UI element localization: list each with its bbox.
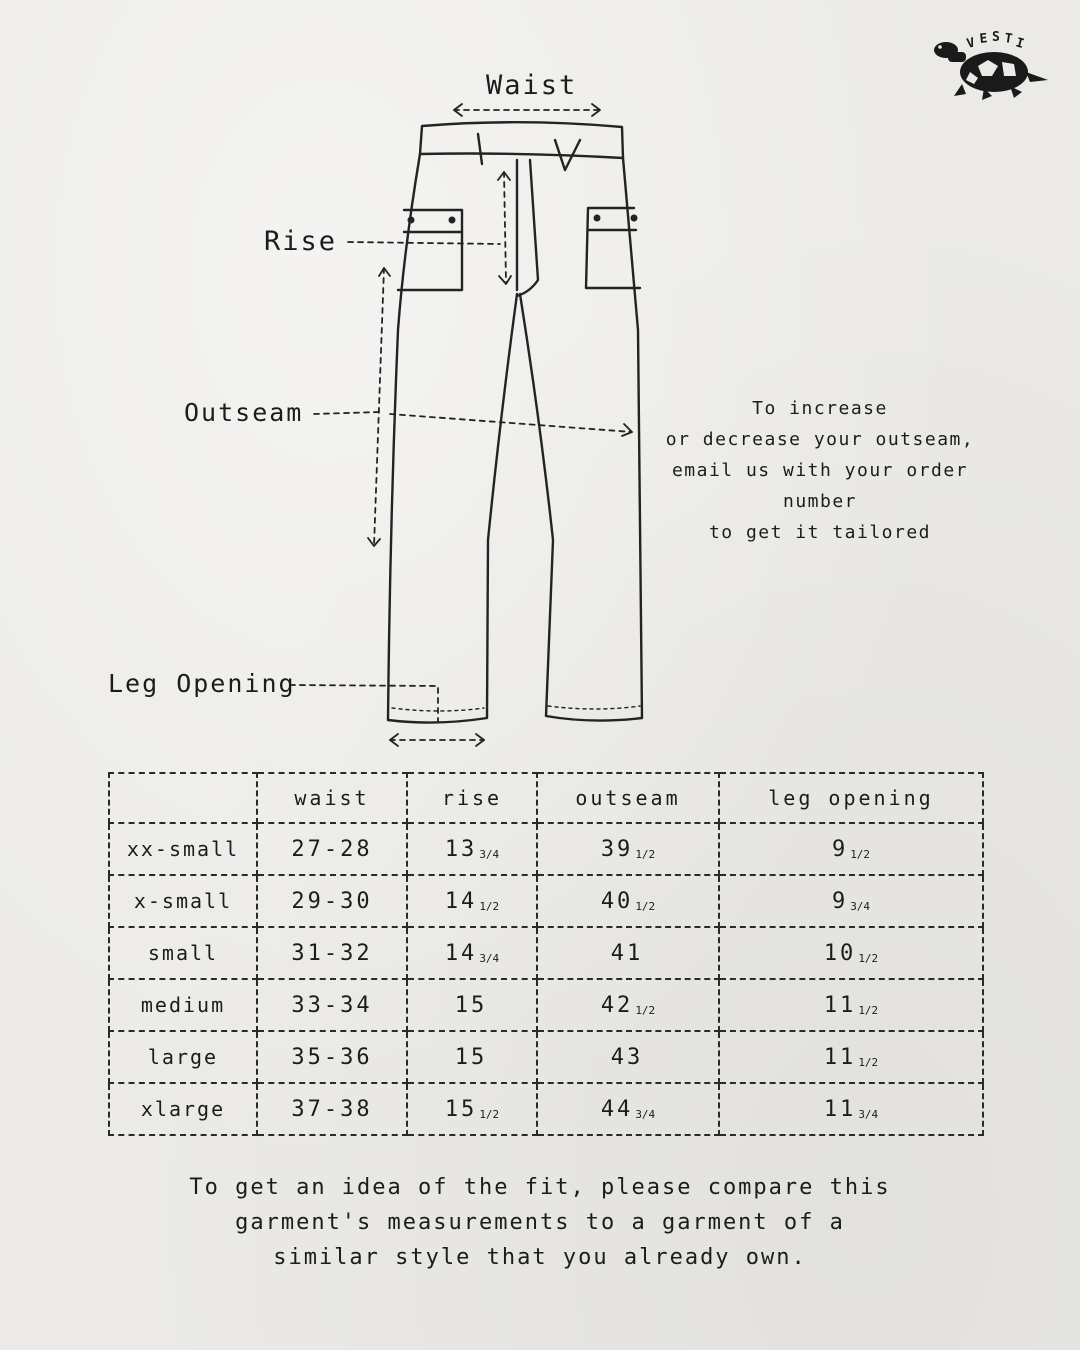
svg-text:T: T [1003,31,1014,48]
measure-whole: 15 [454,1044,488,1070]
pocket-button [408,217,415,224]
rise-measure-line [504,172,506,282]
outseam-cell [537,979,719,1031]
note-line: to get it tailored [708,522,932,543]
measure-whole: 10 [823,940,857,966]
rise-cell [407,979,537,1031]
measure-fraction: 3/4 [479,951,500,965]
measure-fraction: 1/2 [858,1003,879,1017]
fly [517,160,538,296]
pants-right-outline [520,158,642,721]
outseam-measure-line [374,268,384,546]
measure-whole: 15 [454,992,488,1018]
waist-cell: 37-38 [257,1083,407,1135]
turtle-logo-icon [926,26,1050,102]
measure-fraction: 1/2 [858,951,879,965]
table-row [109,1031,983,1083]
size-name-cell: xlarge [109,1083,257,1135]
leg-opening-cell [719,979,983,1031]
measure-fraction: 1/2 [850,847,871,861]
leg-opening-cell [719,823,983,875]
waist-cell: 29-30 [257,875,407,927]
measure-whole: 44 [600,1096,634,1122]
measure-fraction: 1/2 [635,847,656,861]
outseam-cell [537,875,719,927]
measure-whole: 39 [600,836,634,862]
header-cell: leg opening [719,773,983,823]
measure-fraction: 3/4 [850,899,871,913]
footer-line: garment's measurements to a garment of a [235,1210,845,1235]
note-line: email us with your order number [671,460,969,512]
rise-cell [407,1083,537,1135]
measure-fraction: 1/2 [479,899,500,913]
rise-cell [407,1031,537,1083]
measure-whole: 43 [610,1044,644,1070]
waistband [420,122,623,158]
measure-whole: 14 [444,888,478,914]
header-cell [109,773,257,823]
measure-fraction: 1/2 [635,899,656,913]
pocket-button [594,215,601,222]
measure-whole: 42 [600,992,634,1018]
table-row [109,875,983,927]
rise-label: Rise [264,226,338,257]
waist-cell: 33-34 [257,979,407,1031]
outseam-cell [537,1031,719,1083]
table-header-row [109,773,983,823]
outseam-pointer-line [390,414,632,432]
measure-whole: 40 [600,888,634,914]
footer-line: To get an idea of the fit, please compare this [189,1175,891,1200]
leg-opening-cell [719,927,983,979]
measure-fraction: 1/2 [479,1107,500,1121]
rise-cell [407,927,537,979]
svg-text:S: S [992,30,1000,45]
leg-opening-cell [719,1031,983,1083]
outseam-cell [537,823,719,875]
footer-line: similar style that you already own. [273,1245,807,1270]
note-line: To increase [752,398,888,419]
leg-opening-label: Leg Opening [108,669,296,698]
size-name-cell: medium [109,979,257,1031]
pocket-button [631,215,638,222]
waist-cell: 27-28 [257,823,407,875]
outseam-cell [537,1083,719,1135]
header-cell: waist [257,773,407,823]
size-name-cell: xx-small [109,823,257,875]
measure-whole: 13 [444,836,478,862]
svg-text:I: I [1013,35,1026,53]
measure-fraction: 3/4 [479,847,500,861]
svg-text:V: V [965,35,977,52]
table-row [109,979,983,1031]
tailoring-note [640,393,1000,548]
leg-opening-cell [719,1083,983,1135]
header-cell: outseam [537,773,719,823]
leg-opening-cell [719,875,983,927]
svg-text:E: E [978,31,989,47]
size-chart-table [108,772,984,1136]
pants-left-outline [388,154,517,723]
fit-advice-text [140,1170,940,1275]
leg-opening-leader-line [290,685,438,722]
size-name-cell: x-small [109,875,257,927]
measure-whole: 11 [823,992,857,1018]
note-line: or decrease your outseam, [665,429,975,450]
size-name-cell: large [109,1031,257,1083]
outseam-leader-line [314,412,380,414]
outseam-cell [537,927,719,979]
measure-fraction: 3/4 [635,1107,656,1121]
pocket-button [449,217,456,224]
header-cell: rise [407,773,537,823]
outseam-label: Outseam [184,398,304,427]
measure-whole: 15 [444,1096,478,1122]
measure-fraction: 1/2 [635,1003,656,1017]
size-name-cell: small [109,927,257,979]
table-row [109,823,983,875]
table-row [109,1083,983,1135]
belt-loop [478,134,482,164]
rise-cell [407,875,537,927]
measure-fraction: 3/4 [858,1107,879,1121]
rise-cell [407,823,537,875]
measure-whole: 41 [610,940,644,966]
measure-whole: 14 [444,940,478,966]
measure-whole: 9 [831,888,849,914]
waist-cell: 31-32 [257,927,407,979]
table-row [109,927,983,979]
measure-whole: 11 [823,1096,857,1122]
measure-whole: 9 [831,836,849,862]
measure-whole: 11 [823,1044,857,1070]
waist-label: Waist [486,70,578,101]
rise-leader-line [348,242,500,244]
measure-fraction: 1/2 [858,1055,879,1069]
waist-cell: 35-36 [257,1031,407,1083]
